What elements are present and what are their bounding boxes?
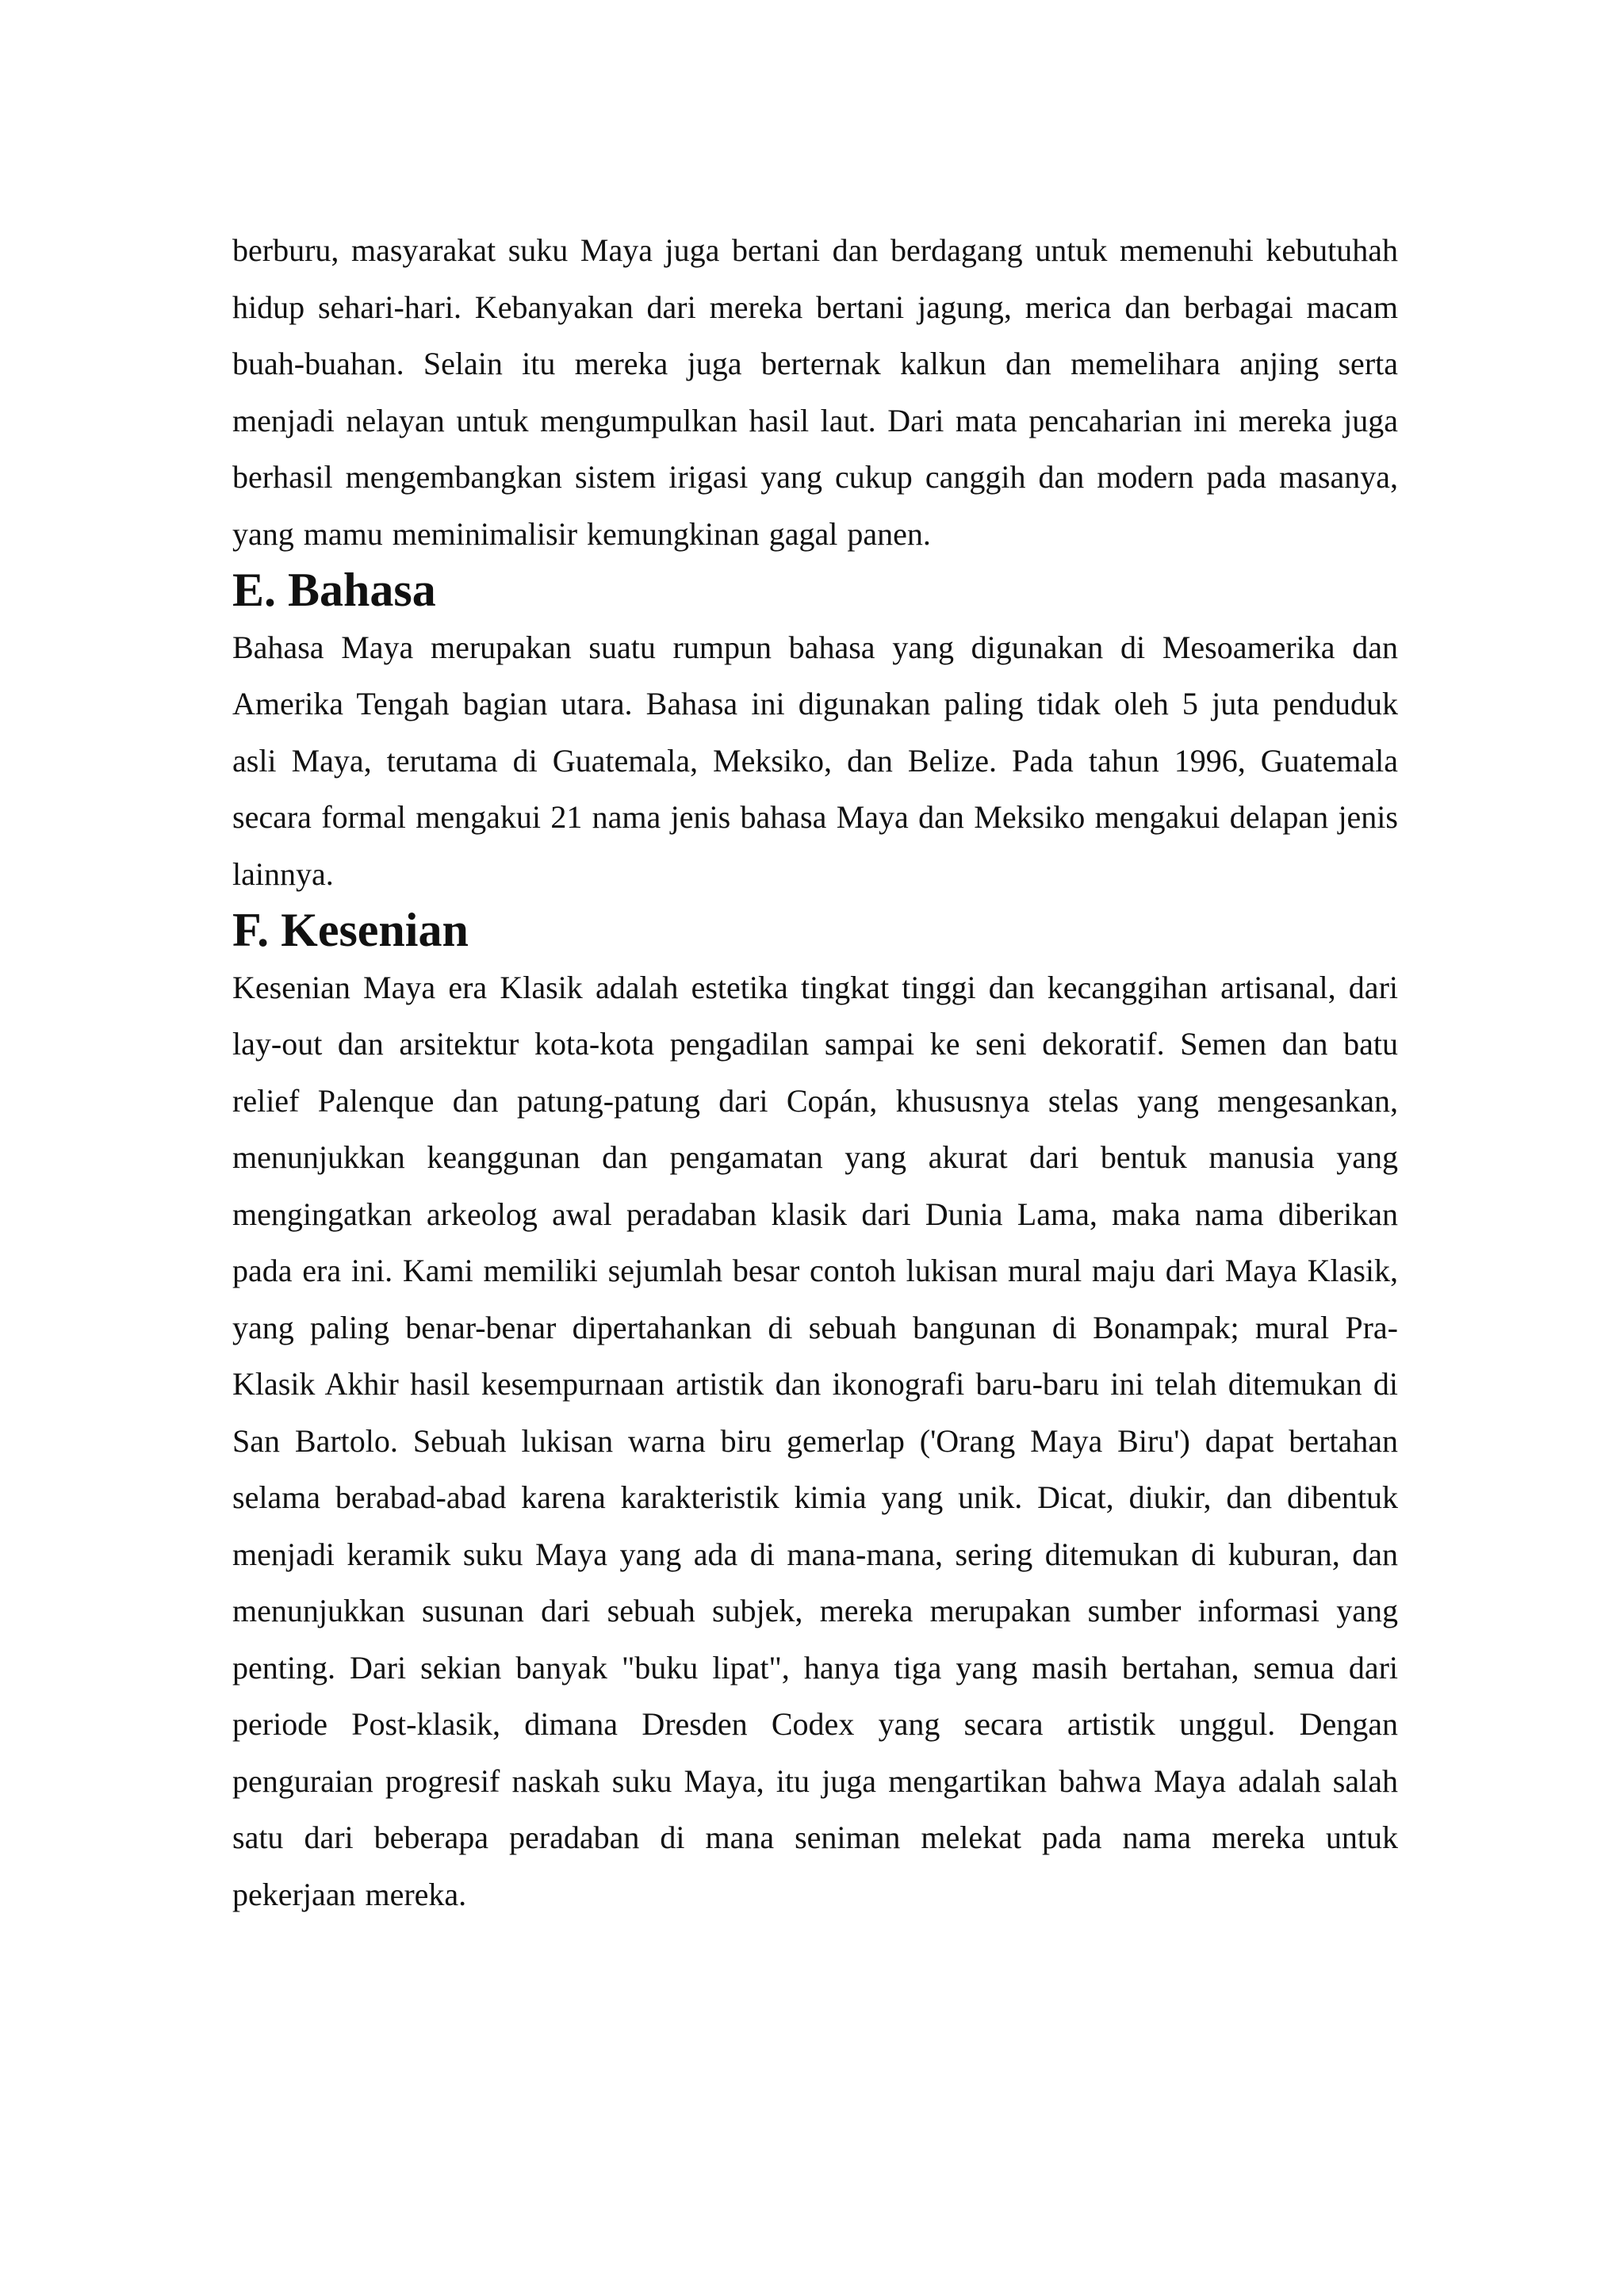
section-heading-bahasa: E. Bahasa (232, 564, 436, 616)
section-body-bahasa: Bahasa Maya merupakan suatu rumpun bahasa yang digunakan di Mesoamerika dan Amerika Tengah bagian utara. Bahasa ini digunakan paling tidak oleh 5 juta penduduk asli Maya, terutama di Guatemala, Meksiko, dan Belize. Pada tahun 1996, Guatemala secara formal mengakui 21 nama jenis bahasa Maya dan Meksiko mengakui delapan jenis lainnya. (232, 629, 1398, 892)
section-heading-kesenian: F. Kesenian (232, 904, 469, 956)
section-body-kesenian: Kesenian Maya era Klasik adalah estetika tingkat tinggi dan kecanggihan artisanal, dari lay-out dan arsitektur kota-kota pengadilan sampai ke seni dekoratif. Semen dan batu relief Palenque dan patung-patung dari Copán, khususnya stelas yang mengesankan, menunjukkan keanggunan dan pengamatan yang akurat dari bentuk manusia yang mengingatkan arkeolog awal peradaban klasik dari Dunia Lama, maka nama diberikan pada era ini. Kami memiliki sejumlah besar contoh lukisan mural maju dari Maya Klasik, yang paling benar-benar dipertahankan di sebuah bangunan di Bonampak; mural Pra-Klasik Akhir hasil kesempurnaan artistik dan ikonografi baru-baru ini telah ditemukan di San Bartolo. Sebuah lukisan warna biru gemerlap ('Orang Maya Biru') dapat bertahan selama berabad-abad karena karakteristik kimia yang unik. Dicat, diukir, dan dibentuk menjadi keramik suku Maya yang ada di mana-mana, sering ditemukan di kuburan, dan menunjukkan susunan dari sebuah subjek, mereka merupakan sumber informasi yang penting. Dari sekian banyak "buku lipat", hanya tiga yang masih bertahan, semua dari periode Post-klasik, dimana Dresden Codex yang secara artistik unggul. Dengan penguraian progresif naskah suku Maya, itu juga mengartikan bahwa Maya adalah salah satu dari beberapa peradaban di mana seniman melekat pada nama mereka untuk pekerjaan mereka. (232, 969, 1398, 1912)
document-page (232, 222, 1398, 1923)
intro-paragraph: berburu, masyarakat suku Maya juga bertani dan berdagang untuk memenuhi kebutuhah hidup sehari-hari. Kebanyakan dari mereka bertani jagung, merica dan berbagai macam buah-buahan. Selain itu mereka juga berternak kalkun dan memelihara anjing serta menjadi nelayan untuk mengumpulkan hasil laut. Dari mata pencaharian ini mereka juga berhasil mengembangkan sistem irigasi yang cukup canggih dan modern pada masanya, yang mamu meminimalisir kemungkinan gagal panen. (232, 232, 1398, 552)
